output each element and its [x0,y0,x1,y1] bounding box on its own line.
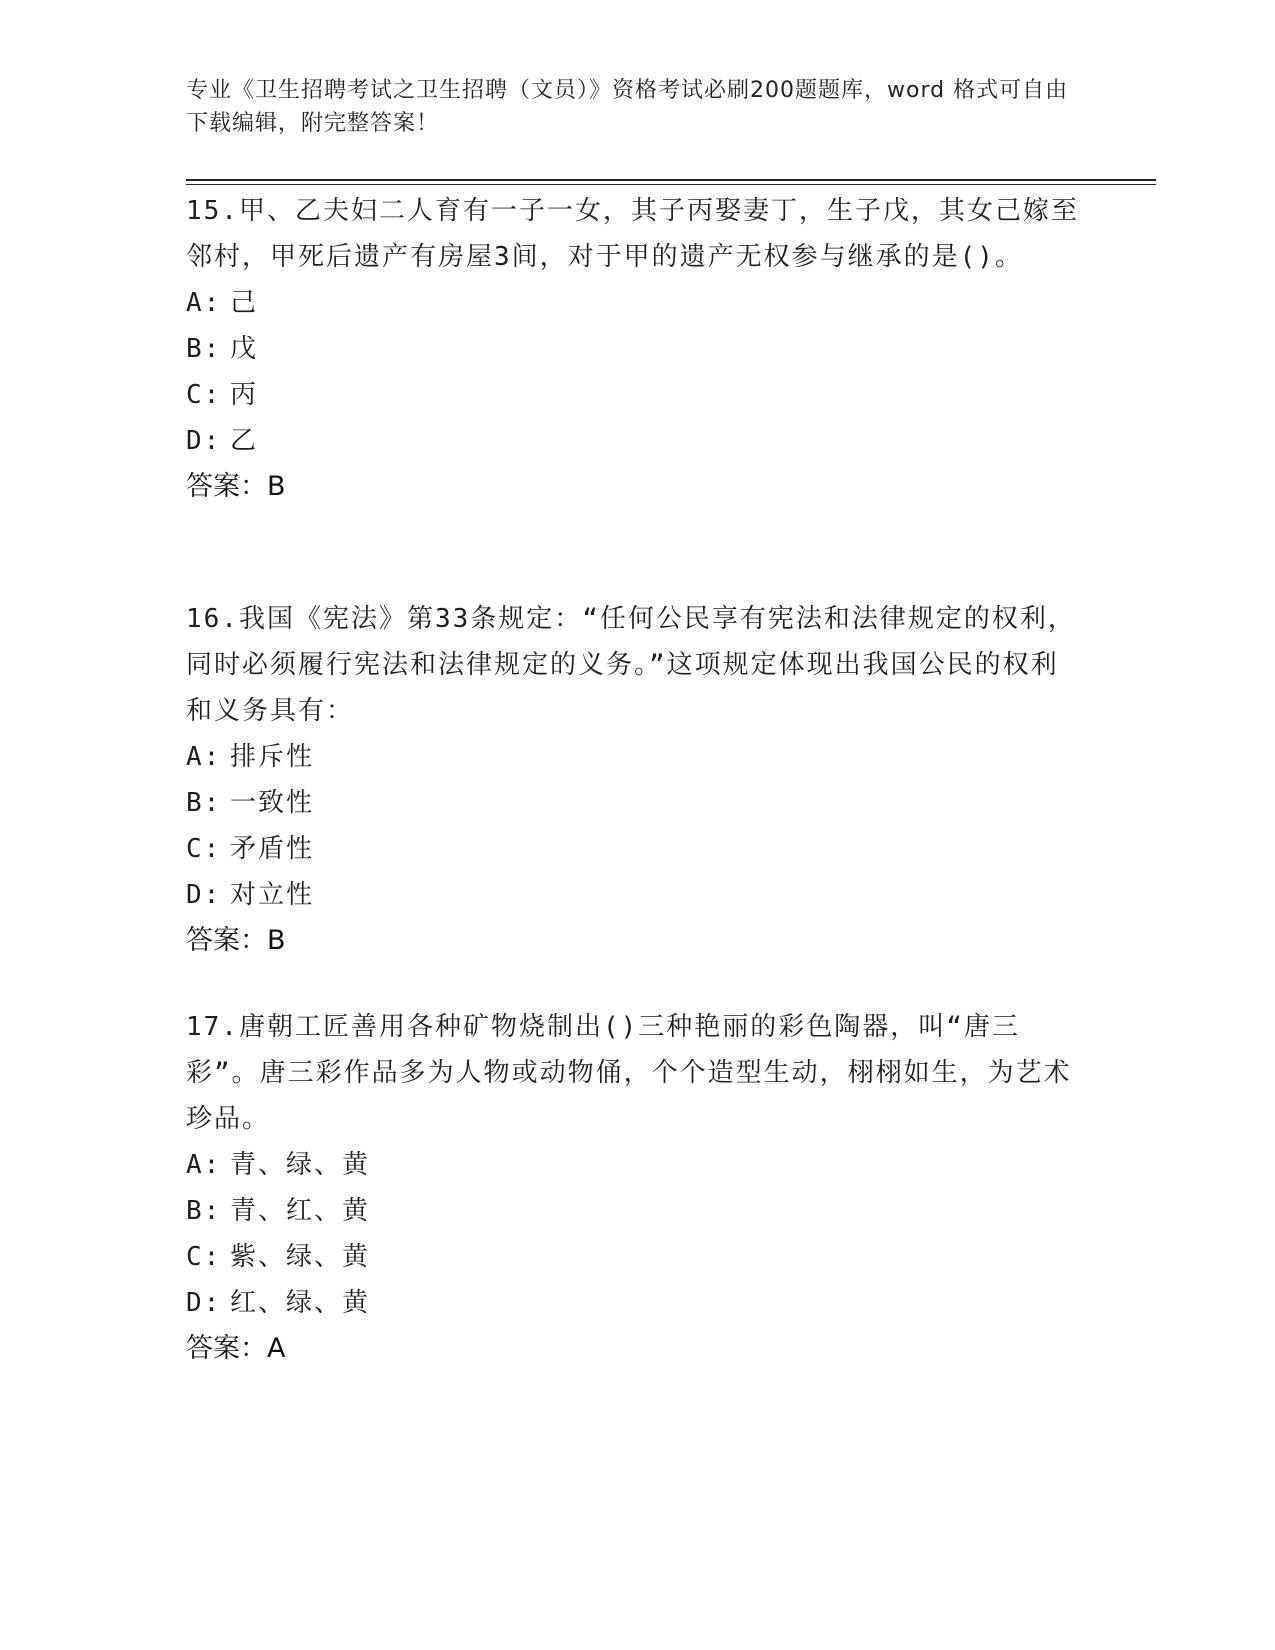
option-b [186,1188,1086,1234]
option-list [186,734,1086,918]
option-key: C: [186,1242,222,1272]
option-d [186,1280,1086,1326]
option-key: A: [186,288,222,318]
option-text: 一致性 [230,788,315,818]
header-divider-thin [186,184,1156,185]
question-block [186,1004,1086,1372]
option-list [186,280,1086,464]
option-c [186,1234,1086,1280]
option-text: 乙 [230,426,259,456]
option-text: 对立性 [230,880,315,910]
option-text: 矛盾性 [230,834,315,864]
question-block [186,188,1086,510]
answer-line: 答案：A [186,1333,286,1364]
question-stem: 15.甲、乙夫妇二人育有一子一女，其子丙娶妻丁，生子戊，其女己嫁至邻村，甲死后遗产有房屋3间，对于甲的遗产无权参与继承的是()。 [186,196,1079,272]
option-text: 紫、绿、黄 [230,1242,371,1272]
option-b [186,326,1086,372]
option-text: 丙 [230,380,259,410]
option-key: B: [186,1196,222,1226]
option-key: D: [186,880,222,910]
option-key: C: [186,834,222,864]
option-d [186,418,1086,464]
option-text: 戊 [230,334,259,364]
option-text: 红、绿、黄 [230,1288,371,1318]
answer-line: 答案：B [186,925,286,956]
option-key: D: [186,1288,222,1318]
option-c [186,372,1086,418]
option-text: 排斥性 [230,742,315,772]
option-key: A: [186,742,222,772]
option-key: A: [186,1150,222,1180]
option-list [186,1142,1086,1326]
option-d [186,872,1086,918]
option-a [186,1142,1086,1188]
question-stem: 17.唐朝工匠善用各种矿物烧制出()三种艳丽的彩色陶器，叫“唐三彩”。唐三彩作品多为人物或动物俑，个个造型生动，栩栩如生，为艺术珍品。 [186,1012,1072,1134]
question-block [186,596,1086,964]
option-c [186,826,1086,872]
document-header: 专业《卫生招聘考试之卫生招聘（文员）》资格考试必刷200题题库，word 格式可自由下载编辑，附完整答案！ [186,78,1069,136]
option-b [186,780,1086,826]
option-key: C: [186,380,222,410]
option-key: B: [186,334,222,364]
option-key: B: [186,788,222,818]
option-text: 青、红、黄 [230,1196,371,1226]
option-key: D: [186,426,222,456]
option-a [186,734,1086,780]
option-text: 己 [230,288,259,318]
option-a [186,280,1086,326]
header-divider-thick [186,179,1156,181]
answer-line: 答案：B [186,471,286,502]
question-stem: 16.我国《宪法》第33条规定：“任何公民享有宪法和法律规定的权利，同时必须履行宪法和法律规定的义务。”这项规定体现出我国公民的权利和义务具有： [186,604,1076,726]
option-text: 青、绿、黄 [230,1150,371,1180]
